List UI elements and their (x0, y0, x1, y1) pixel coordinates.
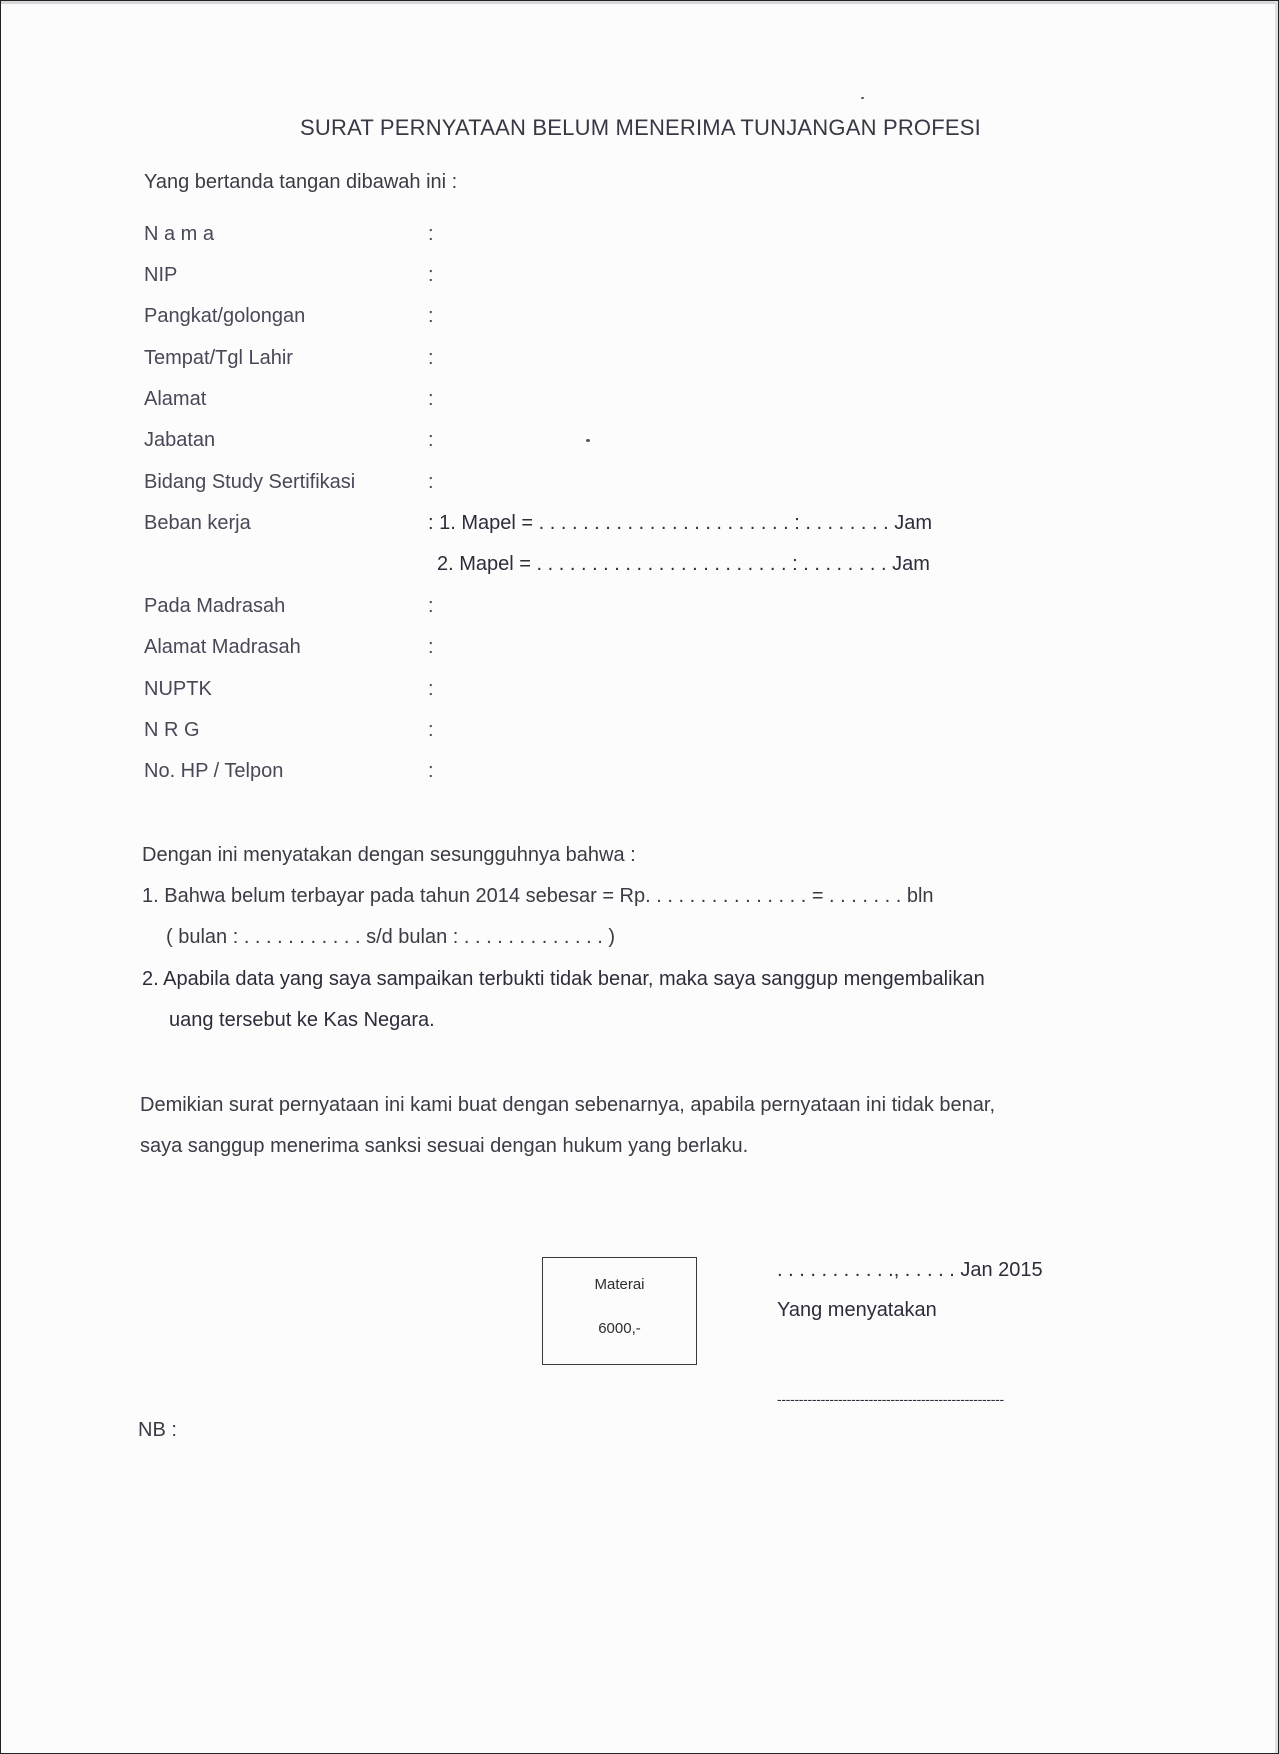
signature-date: . . . . . . . . . . ., . . . . . Jan 2015 (777, 1259, 1043, 1281)
closing-line-1: Demikian surat pernyataan ini kami buat dengan sebenarnya, apabila pernyataan ini tidak benar, (140, 1094, 995, 1116)
beban-kerja-mapel-2: 2. Mapel = . . . . . . . . . . . . . . . . . . . . . . . : . . . . . . . . Jam (437, 553, 930, 575)
field-colon: : (428, 388, 434, 410)
field-label-bidang-study: Bidang Study Sertifikasi (144, 471, 356, 493)
field-label-beban-kerja: Beban kerja (144, 512, 251, 534)
field-label-nuptk: NUPTK (144, 678, 212, 700)
field-label-alamat: Alamat (144, 388, 207, 410)
field-colon: : (428, 264, 434, 286)
field-colon: : (428, 429, 434, 451)
field-label-alamat-madrasah: Alamat Madrasah (144, 636, 301, 658)
document-title: SURAT PERNYATAAN BELUM MENERIMA TUNJANGAN PROFESI (300, 115, 981, 140)
field-label-jabatan: Jabatan (144, 429, 216, 451)
scan-edge-right (1275, 1, 1278, 1753)
nb-label: NB : (138, 1419, 177, 1441)
field-label-pangkat: Pangkat/golongan (144, 305, 306, 327)
materai-stamp-box (542, 1257, 697, 1365)
intro-text: Yang bertanda tangan dibawah ini : (144, 171, 458, 193)
point-2-line-2: uang tersebut ke Kas Negara. (169, 1009, 435, 1031)
field-label-nip: NIP (144, 264, 178, 286)
beban-kerja-mapel-1: : 1. Mapel = . . . . . . . . . . . . . . . . . . . . . . . : . . . . . . . . Jam (428, 512, 933, 534)
point-1-line-2: ( bulan : . . . . . . . . . . . s/d bulan : . . . . . . . . . . . . . ) (166, 926, 616, 948)
field-colon: : (428, 636, 434, 658)
field-label-nrg: N R G (144, 719, 200, 741)
point-1-line-1: 1. Bahwa belum terbayar pada tahun 2014 sebesar = Rp. . . . . . . . . . . . . . . = . . . . . . . bln (142, 885, 934, 907)
closing-line-2: saya sanggup menerima sanksi sesuai dengan hukum yang berlaku. (140, 1135, 749, 1157)
field-colon: : (428, 595, 434, 617)
field-label-no-hp: No. HP / Telpon (144, 760, 284, 782)
point-2-line-1: 2. Apabila data yang saya sampaikan terbukti tidak benar, maka saya sanggup mengembalikan (142, 968, 985, 990)
stamp-label: Materai (594, 1276, 645, 1293)
scan-edge-top (1, 1, 1278, 4)
field-colon: : (428, 347, 434, 369)
field-colon: : (428, 471, 434, 493)
statement-intro: Dengan ini menyatakan dengan sesungguhnya bahwa : (142, 844, 636, 866)
scan-speck (586, 439, 590, 442)
field-label-pada-madrasah: Pada Madrasah (144, 595, 286, 617)
signature-line: ---------------------------------------------------- (777, 1391, 1004, 1407)
field-colon: : (428, 678, 434, 700)
field-colon: : (428, 760, 434, 782)
field-label-nama: N a m a (144, 223, 215, 245)
field-colon: : (428, 719, 434, 741)
signature-label: Yang menyatakan (777, 1299, 937, 1321)
stamp-value: 6000,- (598, 1320, 641, 1337)
scan-speck (861, 97, 864, 99)
field-label-tempat-tgl-lahir: Tempat/Tgl Lahir (144, 347, 293, 369)
field-colon: : (428, 223, 434, 245)
field-colon: : (428, 305, 434, 327)
